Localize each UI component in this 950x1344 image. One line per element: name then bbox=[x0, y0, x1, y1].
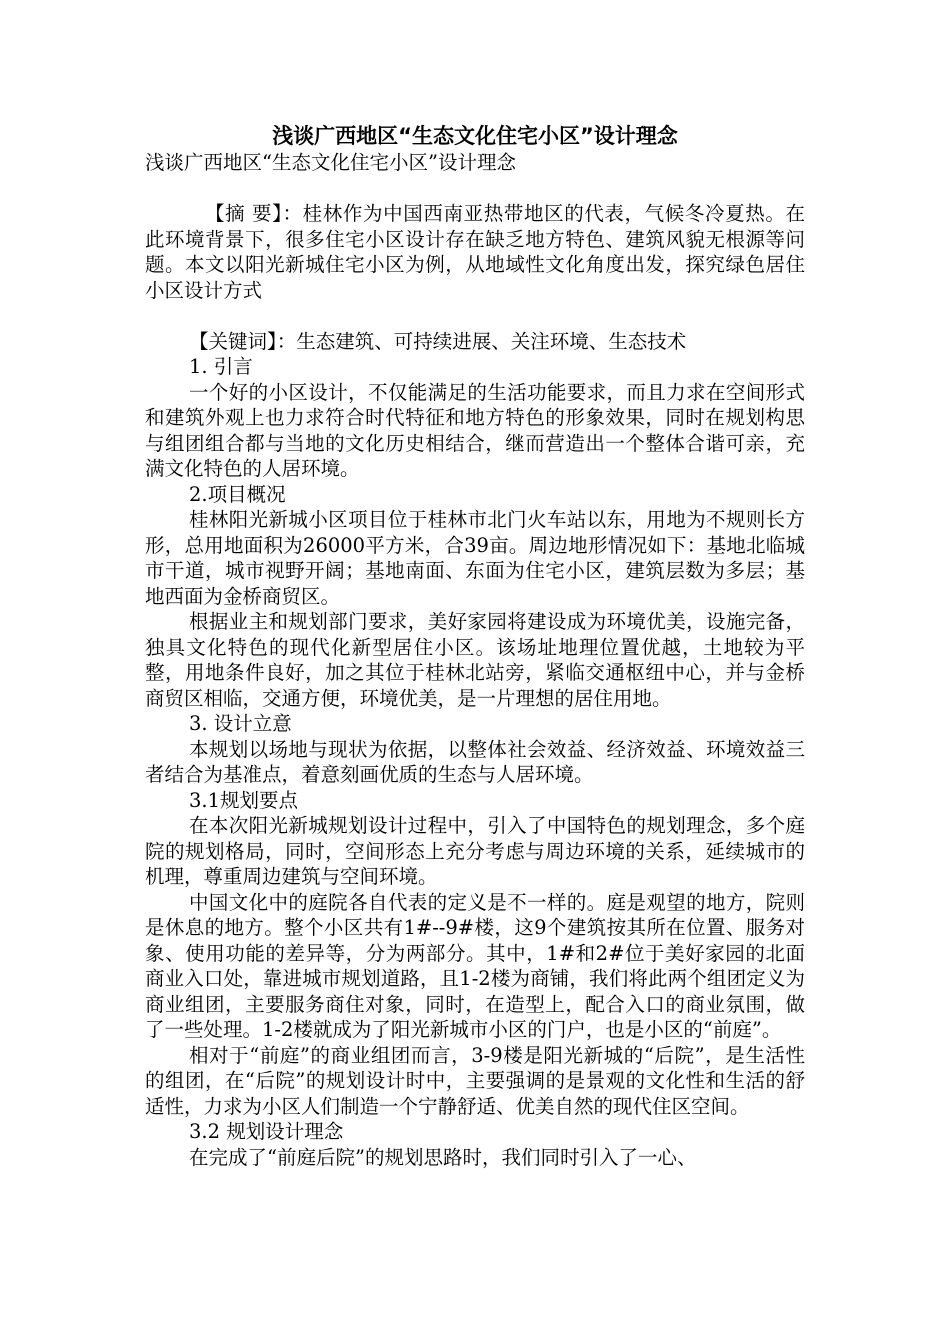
spacer bbox=[145, 303, 805, 329]
paragraph-overview-2: 根据业主和规划部门要求，美好家园将建设成为环境优美，设施完备，独具文化特色的现代化新型居住小区。该场址地理位置优越，土地较为平整，用地条件良好，加之其位于桂林北站旁，紧临交通枢纽中心，并与金桥商贸区相临，交通方便，环境优美，是一片理想的居住用地。 bbox=[145, 610, 805, 710]
section-heading-overview: 2.项目概况 bbox=[189, 482, 286, 506]
paragraph-planning-2: 中国文化中的庭院各自代表的定义是不一样的。庭是观望的地方，院则是休息的地方。整个小区共有1#--9#楼，这9个建筑按其所在位置、服务对象、使用功能的差异等，分为两部分。其中，1#和2#位于美好家园的北面商业入口处，靠进城市规划道路，且1-2楼为商铺，我们将此两个组团定义为商业组团，主要服务商住对象，同时，在造型上，配合入口的商业氛围，做了一些处理。1-2楼就成为了阳光新城市小区的门户，也是小区的“前庭”。 bbox=[145, 890, 805, 1041]
keywords-paragraph: 【关键词】：生态建筑、可持续进展、关注环境、生态技术 bbox=[189, 329, 687, 353]
paragraph-planning-1: 在本次阳光新城规划设计过程中，引入了中国特色的规划理念，多个庭院的规划格局，同时，空间形态上充分考虑与周边环境的关系，延续城市的机理，尊重周边建筑与空间环境。 bbox=[145, 814, 805, 888]
document-body bbox=[145, 150, 805, 1170]
spacer bbox=[145, 176, 805, 202]
section-heading-concept: 3. 设计立意 bbox=[189, 712, 292, 735]
section-heading-design-concept: 3.2 规划设计理念 bbox=[189, 1120, 344, 1143]
document-subtitle: 浅谈广西地区“生态文化住宅小区”设计理念 bbox=[145, 151, 516, 174]
paragraph-design-concept: 在完成了“前庭后院”的规划思路时，我们同时引入了一心、 bbox=[189, 1145, 697, 1169]
section-heading-planning-points: 3.1规划要点 bbox=[189, 788, 299, 812]
document-title: 浅谈广西地区“生态文化住宅小区”设计理念 bbox=[272, 124, 678, 148]
paragraph-overview-1: 桂林阳光新城小区项目位于桂林市北门火车站以东，用地为不规则长方形，总用地面积为26000平方米，合39亩。周边地形情况如下：基地北临城市干道，城市视野开阔；基地南面、东面为住宅小区，建筑层数为多层；基地西面为金桥商贸区。 bbox=[145, 508, 805, 608]
section-heading-intro: 1. 引言 bbox=[189, 355, 253, 378]
paragraph-planning-3: 相对于“前庭”的商业组团而言，3-9楼是阳光新城的“后院”，是生活性的组团，在“后院”的规划设计时中，主要强调的是景观的文化性和生活的舒适性，力求为小区人们制造一个宁静舒适、优美自然的现代住区空间。 bbox=[145, 1043, 805, 1118]
abstract-paragraph: 【摘 要】：桂林作为中国西南亚热带地区的代表，气候冬冷夏热。在此环境背景下，很多住宅小区设计存在缺乏地方特色、建筑风貌无根源等问题。本文以阳光新城住宅小区为例，从地域性文化角度出发，探究绿色居住小区设计方式 bbox=[145, 202, 805, 302]
paragraph-intro: 一个好的小区设计，不仅能满足的生活功能要求，而且力求在空间形式和建筑外观上也力求符合时代特征和地方特色的形象效果，同时在规划构思与组团组合都与当地的文化历史相结合，继而营造出一个整体合谐可亲，充满文化特色的人居环境。 bbox=[145, 380, 805, 480]
paragraph-concept: 本规划以场地与现状为依据，以整体社会效益、经济效益、环境效益三者结合为基准点，着意刻画优质的生态与人居环境。 bbox=[145, 737, 805, 786]
